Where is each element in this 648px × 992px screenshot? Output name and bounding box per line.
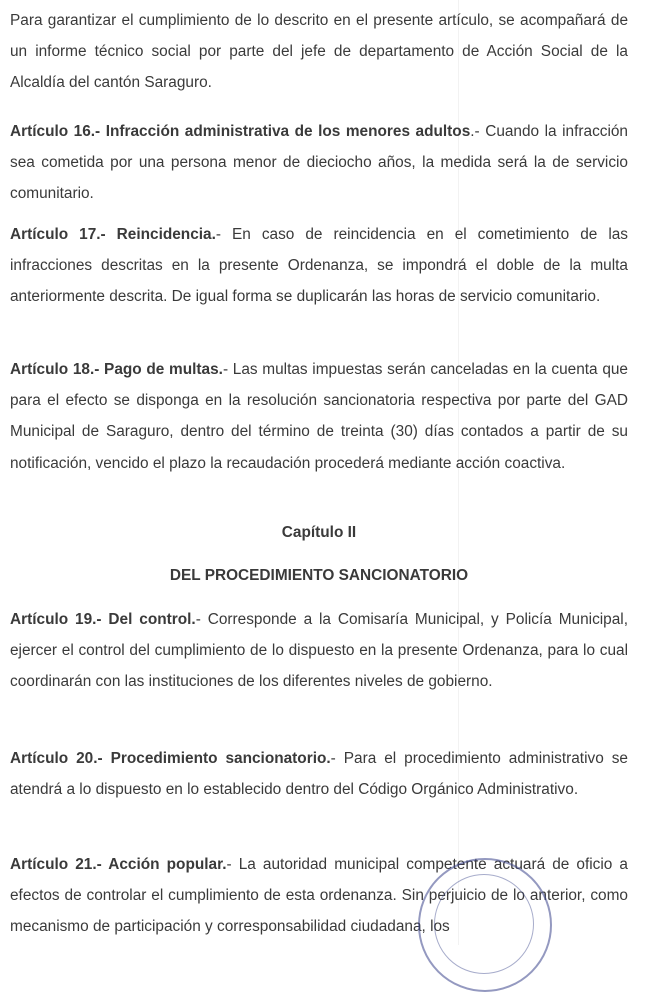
article-body: - Las multas impuestas serán canceladas en la cuenta que para el efecto se disponga en la resolución sancionatoria respectiva por parte del GAD Municipal de Saraguro, dentro del término de treinta (30) días contados a partir de su notificación, vencido el plazo la recaudación procederá mediante acción coactiva.: [10, 361, 628, 472]
article-heading: Artículo 21.- Acción popular.: [10, 856, 227, 873]
article-18: [10, 354, 628, 479]
paragraph-article-15-continuation: [10, 5, 628, 99]
article-19: [10, 604, 628, 698]
municipal-seal-stamp: [418, 858, 552, 992]
article-body: - Corresponde a la Comisaría Municipal, y Policía Municipal, ejercer el control del cumplimiento de lo dispuesto en la presente Ordenanza, para lo cual coordinarán con las instituciones de los diferentes niveles de gobierno.: [10, 611, 628, 691]
article-body: - Para el procedimiento administrativo se atendrá a lo dispuesto en lo establecido dentro del Código Orgánico Administrativo.: [10, 750, 628, 799]
article-heading: Artículo 20.- Procedimiento sancionatorio.: [10, 750, 331, 767]
article-heading: Artículo 17.- Reincidencia.: [10, 226, 216, 243]
article-heading: Artículo 18.- Pago de multas.: [10, 361, 223, 378]
article-body: .- Cuando la infracción sea cometida por una persona menor de dieciocho años, la medida será la de servicio comunitario.: [10, 123, 628, 203]
seal-inner-ring: [434, 874, 534, 974]
article-16: [10, 116, 628, 210]
paragraph-text: Para garantizar el cumplimiento de lo descrito en el presente artículo, se acompañará de un informe técnico social por parte del jefe de departamento de Acción Social de la Alcaldía del cantón Saraguro.: [10, 12, 628, 92]
article-heading: Artículo 19.- Del control.: [10, 611, 196, 628]
chapter-number: Capítulo II: [281, 524, 357, 541]
article-body: - La autoridad municipal competente actuará de oficio a efectos de controlar el cumplimiento de esta ordenanza. Sin perjuicio de lo anterior, como mecanismo de participación y corresponsabilidad ciudadana, los: [10, 856, 628, 936]
article-heading: Artículo 16.- Infracción administrativa de los menores adultos: [10, 123, 471, 140]
article-17: [10, 219, 628, 313]
chapter-title: DEL PROCEDIMIENTO SANCIONATORIO: [169, 567, 469, 584]
article-body: - En caso de reincidencia en el cometimiento de las infracciones descritas en la presente Ordenanza, se impondrá el doble de la multa anteriormente descrita. De igual forma se duplicarán las horas de servicio comunitario.: [10, 226, 628, 306]
article-20: [10, 743, 628, 805]
